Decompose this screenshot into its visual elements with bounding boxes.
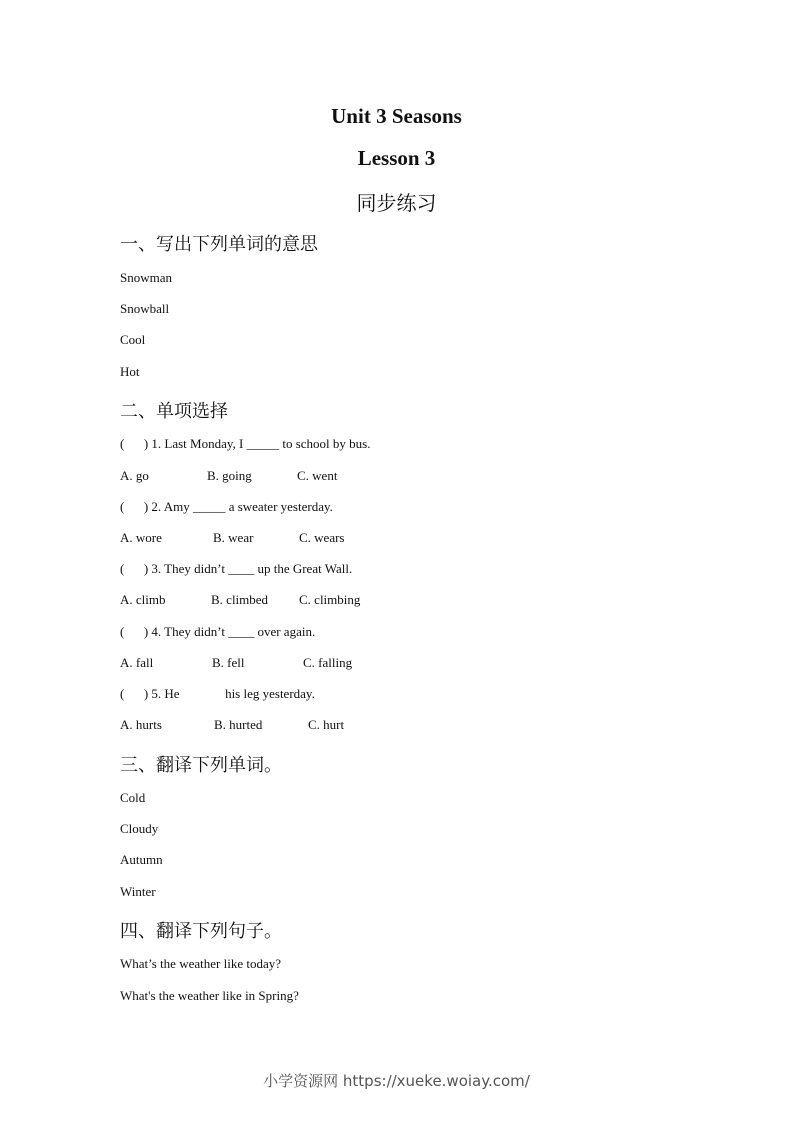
option-b: B. wear — [213, 530, 254, 545]
option-c: C. climbing — [299, 592, 361, 607]
option-b: B. climbed — [211, 592, 269, 607]
option-a: A. fall — [120, 655, 154, 670]
option-a: A. hurts — [120, 717, 162, 732]
question-5: ( ) 5. He his leg yesterday. — [120, 686, 315, 701]
word-item: Autumn — [120, 852, 163, 867]
word-item: Cold — [120, 790, 146, 805]
option-c: C. hurt — [308, 717, 345, 732]
word-item: Snowball — [120, 301, 170, 316]
question-3: ( ) 3. They didn’t ____ up the Great Wall. — [120, 561, 353, 576]
question-2: ( ) 2. Amy _____ a sweater yesterday. — [120, 499, 333, 514]
word-item: Cool — [120, 332, 146, 347]
option-c: C. wears — [299, 530, 345, 545]
section-heading-2: 二、单项选择 — [120, 401, 228, 422]
option-b: B. going — [207, 468, 252, 483]
lesson-title: Lesson 3 — [357, 146, 436, 170]
document-title: Unit 3 Seasons — [331, 104, 462, 128]
sentence-item: What's the weather like in Spring? — [120, 988, 299, 1003]
word-item: Cloudy — [120, 821, 159, 836]
question-1: ( ) 1. Last Monday, I _____ to school by bus. — [120, 436, 371, 451]
question-4: ( ) 4. They didn’t ____ over again. — [120, 624, 316, 639]
word-item: Hot — [120, 364, 140, 379]
option-b: B. fell — [212, 655, 245, 670]
document-subtitle: 同步练习 — [356, 191, 437, 215]
option-c: C. falling — [303, 655, 353, 670]
option-a: A. climb — [120, 592, 166, 607]
option-b: B. hurted — [214, 717, 263, 732]
word-item: Snowman — [120, 270, 172, 285]
option-c: C. went — [297, 468, 338, 483]
word-item: Winter — [120, 884, 156, 899]
section-heading-4: 四、翻译下列句子。 — [120, 921, 282, 942]
option-a: A. go — [120, 468, 149, 483]
sentence-item: What’s the weather like today? — [120, 956, 281, 971]
option-a: A. wore — [120, 530, 162, 545]
section-heading-1: 一、写出下列单词的意思 — [120, 234, 318, 255]
footer-watermark: 小学资源网 https://xueke.woiay.com/ — [263, 1072, 530, 1090]
section-heading-3: 三、翻译下列单词。 — [120, 755, 282, 776]
